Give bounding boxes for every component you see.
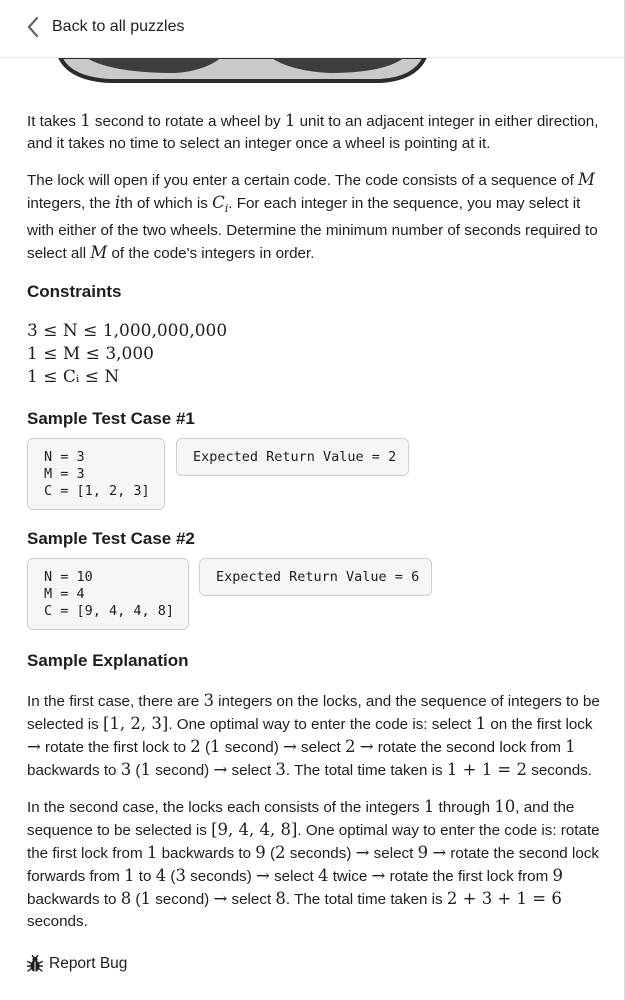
sample-2-input: N = 10 M = 4 C = [9, 4, 4, 8]	[27, 558, 189, 630]
sample-2-heading: Sample Test Case #2	[27, 529, 195, 548]
description-paragraph-1: It takes 1 second to rotate a wheel by 1 unit to an adjacent integer in either direction, and it takes no time to select an integer once a wheel is pointing at it.	[27, 111, 599, 152]
sample-1-heading: Sample Test Case #1	[27, 409, 195, 428]
constraint-m: 1 ≤ M ≤ 3,000	[27, 344, 154, 364]
constraint-c: 1 ≤ Cᵢ ≤ N	[27, 367, 120, 387]
sample-1-output: Expected Return Value = 2	[176, 438, 409, 476]
back-label: Back to all puzzles	[52, 18, 185, 35]
sample-explanation	[27, 690, 602, 947]
bug-icon	[27, 955, 43, 973]
description-paragraph-2: The lock will open if you enter a certain code. The code consists of a sequence of M integers, the ith of which is $C_i$. For each integer in the sequence, you may select it with either of the two wheels. Determine the minimum number of seconds required to select all M of the code's integers in order.	[27, 170, 598, 263]
sample-2-output: Expected Return Value = 6	[199, 558, 432, 596]
constraint-n: 3 ≤ N ≤ 1,000,000,000	[27, 321, 228, 341]
explanation-paragraph-1: In the first case, there are 3 integers on the locks, and the sequence of integers to be selected is [1, 2, 3]. One optimal way to enter the code is: select 1 on the first lock → rotate the first lock to 2 (1 second) → select 2 → rotate the second lock from 1 backwards to 3 (1 second) → select 3. The total time taken is 1 + 1 = 2 seconds.	[27, 691, 600, 779]
report-bug-label: Report Bug	[49, 955, 128, 972]
puzzle-description	[27, 110, 602, 279]
explanation-paragraph-2: In the second case, the locks each consists of the integers 1 through 10, and the sequence to be selected is [9, 4, 4, 8]. One optimal way to enter the code is: rotate the first lock from 1 backwards to 9 (2 seconds) → select 9 → rotate the second lock forwards from 1 to 4 (3 seconds) → select 4 twice → rotate the first lock from 9 backwards to 8 (1 second) → select 8. The total time taken is 2 + 3 + 1 = 6 seconds.	[27, 797, 600, 930]
explanation-heading: Sample Explanation	[27, 651, 189, 670]
report-bug-link[interactable]	[27, 955, 127, 973]
puzzle-illustration	[0, 57, 626, 97]
chevron-left-icon	[26, 16, 40, 38]
top-bar	[0, 0, 626, 58]
constraints-list	[27, 320, 227, 389]
sample-1-input: N = 3 M = 3 C = [1, 2, 3]	[27, 438, 165, 510]
back-to-puzzles-link[interactable]	[26, 16, 185, 38]
constraints-heading: Constraints	[27, 282, 122, 301]
